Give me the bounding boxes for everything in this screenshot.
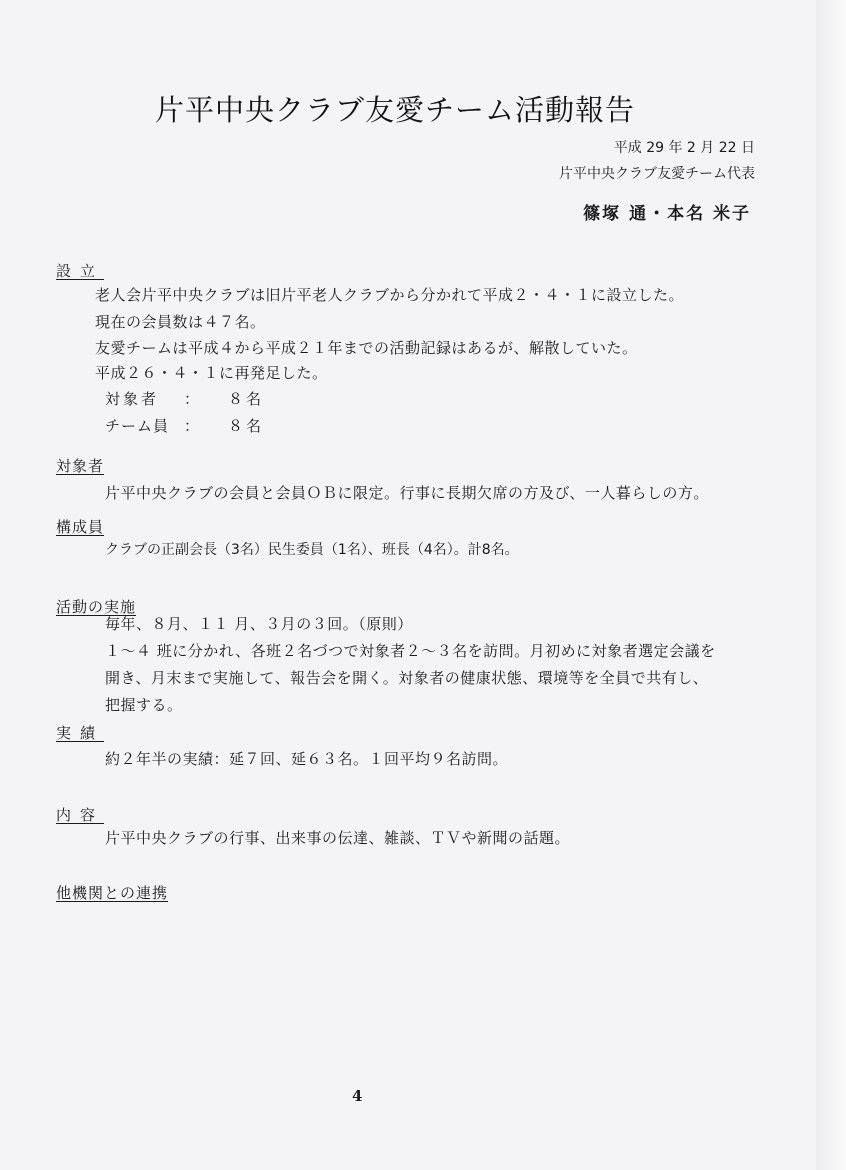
heading-activities: 活動の実施 <box>56 598 137 616</box>
heading-cooperation: 他機関との連携 <box>56 884 169 902</box>
heading-establishment: 設立 <box>56 262 105 280</box>
heading-results: 実績 <box>56 724 105 742</box>
report-date: 平成 29 年 2 月 22 日 <box>613 140 755 156</box>
activities-line: 毎年、８月、１１ 月、３月の３回。（原則） <box>105 615 413 633</box>
heading-content: 内容 <box>56 806 105 824</box>
content-text: 片平中央クラブの行事、出来事の伝達、雑談、ＴＶや新聞の話題。 <box>105 829 571 847</box>
establishment-line: 老人会片平中央クラブは旧片平老人クラブから分かれて平成２・４・１に設立した。 <box>95 286 685 304</box>
activities-line: 把握する。 <box>105 696 183 714</box>
count-label-target: 対象者 <box>105 390 160 408</box>
target-text: 片平中央クラブの会員と会員ＯＢに限定。行事に長期欠席の方及び、一人暮らしの方。 <box>105 484 709 502</box>
count-value-target: ８名 <box>228 390 265 408</box>
members-text: クラブの正副会長（3名）民生委員（1名）、班長（4名）。計8名。 <box>105 542 519 558</box>
page-number: 4 <box>352 1087 363 1105</box>
heading-members: 構成員 <box>56 518 105 536</box>
organization-name: 片平中央クラブ友愛チーム代表 <box>559 166 755 182</box>
activities-line: 開き、月末まで実施して、報告会を開く。対象者の健康状態、環境等を全員で共有し、 <box>105 669 709 687</box>
activities-line: １～４ 班に分かれ、各班２名づつで対象者２～３名を訪問。月初めに対象者選定会議を <box>105 642 716 660</box>
count-separator: ： <box>184 417 200 435</box>
establishment-line: 現在の会員数は４７名。 <box>95 313 266 331</box>
establishment-line: 友愛チームは平成４から平成２１年までの活動記録はあるが、解散していた。 <box>95 339 638 357</box>
count-value-team: ８名 <box>228 417 265 435</box>
author-names: 篠塚 通・本名 米子 <box>583 204 751 224</box>
count-label-team: チーム員 <box>105 417 170 435</box>
establishment-line: 平成２６・４・１に再発足した。 <box>95 364 328 382</box>
results-text: 約２年半の実績：延７回、延６３名。１回平均９名訪問。 <box>105 750 509 768</box>
document-title: 片平中央クラブ友愛チーム活動報告 <box>154 93 635 127</box>
heading-target: 対象者 <box>56 457 105 475</box>
count-separator: ： <box>184 390 200 408</box>
page-edge <box>816 0 846 1170</box>
